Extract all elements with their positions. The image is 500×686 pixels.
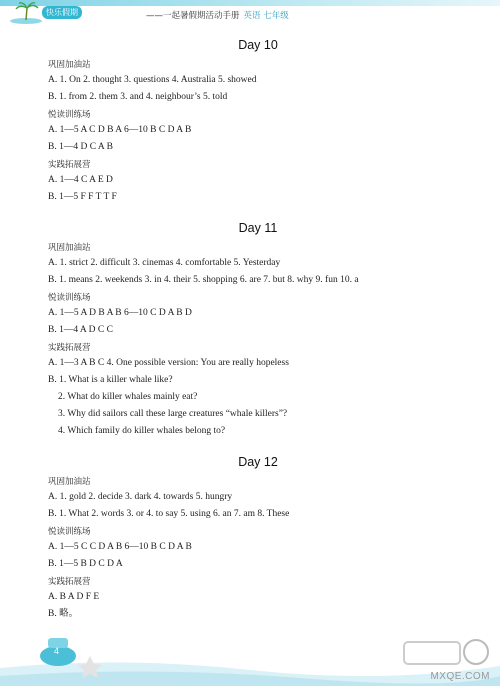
section-name: 实践拓展营	[48, 160, 91, 170]
section-name: 实践拓展营	[48, 343, 91, 353]
answer-line: B. 1. What 2. words 3. or 4. to say 5. using 6. an 7. am 8. These	[48, 509, 290, 519]
answer-line: A. 1—5 A C D B A 6—10 B C D A B	[48, 125, 192, 135]
answer-line-indented: 4. Which family do killer whales belong to?	[58, 426, 226, 436]
answer-line: A. 1. On 2. thought 3. questions 4. Australia 5. showed	[48, 75, 257, 85]
day-title: Day 11	[238, 221, 278, 235]
section-name: 巩固加油站	[48, 477, 91, 487]
answer-line: B. 略。	[48, 609, 79, 619]
answer-line: A. 1—5 C C D A B 6—10 B C D A B	[48, 542, 192, 552]
answer-line: B. 1—5 B D C D A	[48, 559, 123, 569]
answer-line: B. 1—5 F F T T F	[48, 192, 117, 202]
page-number: 4	[54, 646, 60, 656]
header-title-text: ——一起暑假期活动手册	[146, 11, 240, 21]
answer-line: A. B A D F E	[48, 592, 100, 602]
header-title	[146, 9, 289, 21]
section-name: 实践拓展营	[48, 577, 91, 587]
day-block	[48, 455, 468, 620]
answer-line: B. 1. means 2. weekends 3. in 4. their 5. shopping 6. are 7. but 8. why 9. fun 10. a	[48, 275, 359, 285]
answer-line-indented: 2. What do killer whales mainly eat?	[58, 392, 198, 402]
section-name: 巩固加油站	[48, 60, 91, 70]
section-name: 巩固加油站	[48, 243, 91, 253]
answer-line: A. 1—3 A B C 4. One possible version: You are really hopeless	[48, 358, 289, 368]
answer-line: A. 1. gold 2. decide 3. dark 4. towards 5. hungry	[48, 492, 233, 502]
watermark-text: MXQE.COM	[430, 671, 490, 682]
day-block	[48, 221, 468, 437]
day-title: Day 10	[238, 38, 278, 52]
page-header	[0, 0, 500, 26]
section-name: 悦读训练场	[48, 527, 91, 537]
day-block	[48, 38, 468, 203]
day-title: Day 12	[238, 455, 278, 469]
answer-line-indented: 3. Why did sailors call these large creatures “whale killers”?	[58, 409, 288, 419]
answer-content	[48, 34, 468, 638]
answer-line: B. 1—4 A D C C	[48, 325, 113, 335]
header-subject: 英语 七年级	[243, 11, 289, 21]
answer-line: B. 1—4 D C A B	[48, 142, 113, 152]
answer-line: A. 1—5 A D B A B 6—10 C D A B D	[48, 308, 192, 318]
answer-line: A. 1—4 C A E D	[48, 175, 113, 185]
answer-line: A. 1. strict 2. difficult 3. cinemas 4. comfortable 5. Yesterday	[48, 258, 281, 268]
answer-line: B. 1. from 2. them 3. and 4. neighbour’s 5. told	[48, 92, 228, 102]
answer-line: B. 1. What is a killer whale like?	[48, 375, 173, 385]
section-name: 悦读训练场	[48, 293, 91, 303]
page-footer	[0, 626, 500, 686]
section-name: 悦读训练场	[48, 110, 91, 120]
palm-island-icon	[6, 0, 46, 24]
header-badge: 快乐假期	[42, 6, 82, 19]
